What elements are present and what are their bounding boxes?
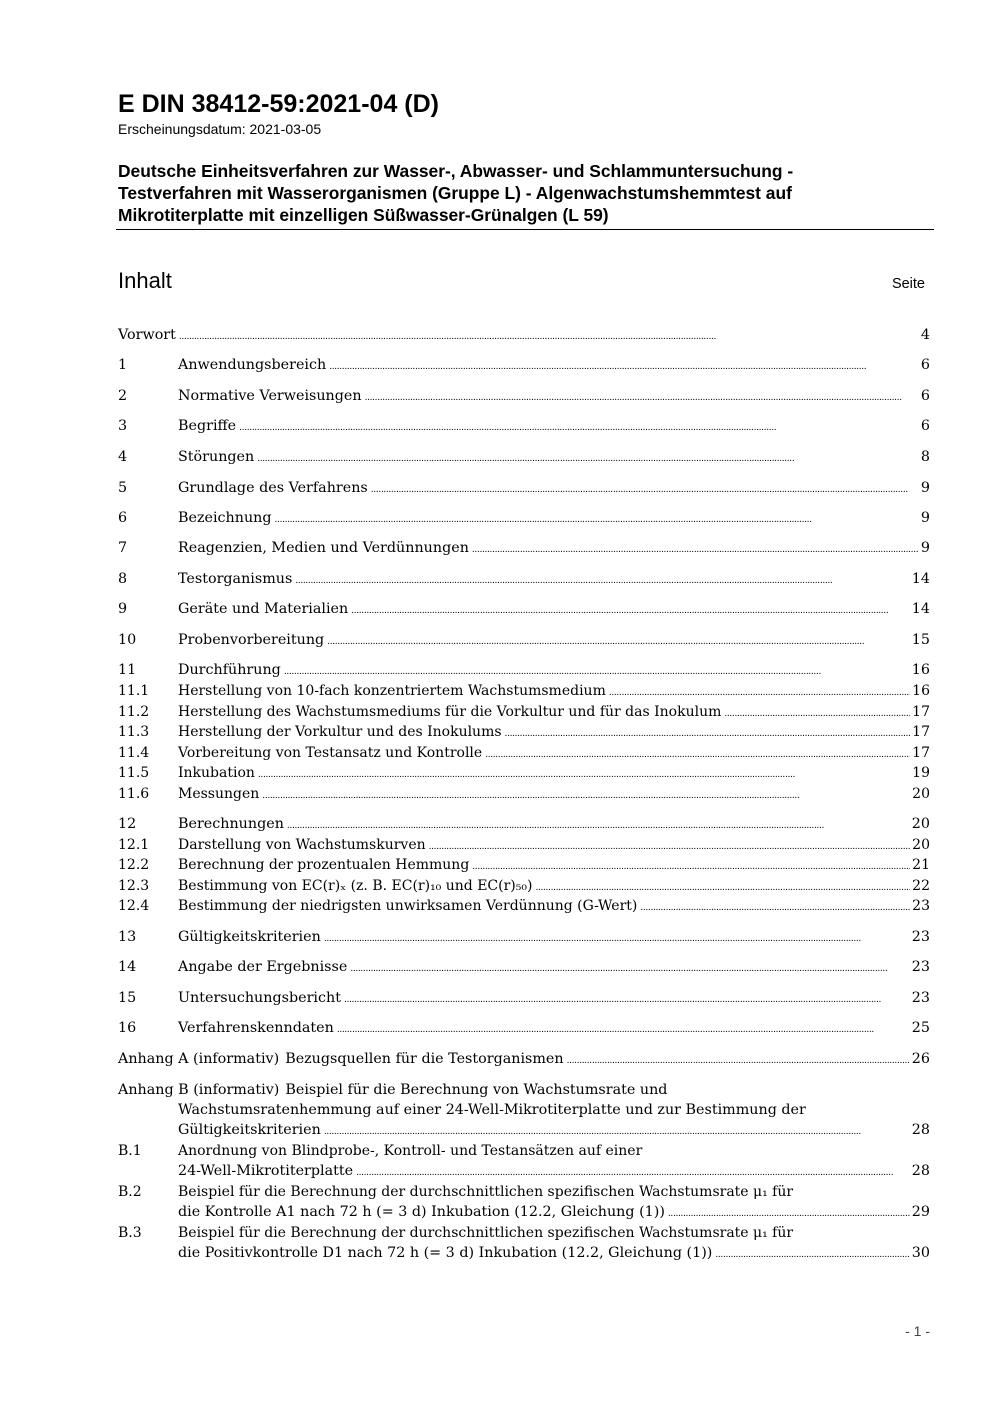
toc-dot-leader (485, 743, 910, 765)
toc-entry[interactable] (118, 814, 930, 834)
toc-dot-leader (284, 660, 910, 682)
toc-entry-page: 15 (911, 632, 930, 648)
toc-entry-title: Reagenzien, Medien und Verdünnungen (178, 540, 469, 556)
toc-entry-page: 4 (920, 327, 930, 343)
toc-entry-title: Bestimmung der niedrigsten unwirksamen Verdünnung (G-Wert) (178, 898, 638, 914)
toc-entry[interactable] (118, 855, 930, 875)
toc-entry-page: 23 (911, 959, 930, 975)
toc-entry-title: Gültigkeitskriterien (178, 1122, 321, 1138)
toc-entry-page: 19 (912, 765, 930, 781)
toc-entry[interactable] (118, 569, 930, 589)
toc-entry-page: 9 (920, 480, 930, 496)
title-divider (116, 229, 934, 230)
toc-entry-page: 20 (911, 816, 930, 832)
toc-dot-leader (365, 386, 919, 408)
toc-dot-leader (324, 1120, 910, 1142)
toc-entry-page: 8 (920, 449, 930, 465)
document-id: E DIN 38412-59:2021-04 (D) (118, 90, 439, 118)
toc-entry-page: 16 (911, 662, 930, 678)
toc-dot-leader (324, 927, 910, 949)
toc-dot-leader (287, 814, 910, 836)
toc-entry[interactable] (118, 1182, 930, 1202)
toc-entry[interactable] (118, 355, 930, 375)
toc-entry-title: Wachstumsratenhemmung auf einer 24-Well-Mikrotiterplatte und zur Bestimmung der (178, 1102, 806, 1118)
toc-entry[interactable] (118, 630, 930, 650)
toc-entry-page: 6 (920, 418, 930, 434)
toc-entry-page: 21 (912, 857, 930, 873)
toc-dot-leader (472, 855, 910, 877)
toc-entry-page: 29 (911, 1204, 930, 1220)
toc-entry[interactable] (118, 1223, 930, 1243)
toc-entry-page: 28 (911, 1122, 930, 1138)
toc-dot-leader (295, 569, 909, 591)
toc-dot-leader (257, 447, 919, 469)
toc-entry-number: 11 (118, 662, 137, 678)
toc-entry[interactable] (118, 784, 930, 804)
toc-entry-number: 12.2 (118, 857, 150, 873)
toc-entry-title: Begriffe (178, 418, 237, 434)
toc-entry-page: 14 (911, 571, 930, 587)
publication-date: Erscheinungsdatum: 2021-03-05 (118, 121, 322, 137)
toc-dot-leader (535, 876, 910, 898)
toc-dot-leader (429, 835, 911, 857)
toc-entry-title: Geräte und Materialien (178, 601, 349, 617)
toc-entry-number: 12.3 (118, 878, 150, 894)
toc-entry-number: 11.2 (118, 704, 150, 720)
toc-entry-page: 23 (912, 898, 930, 914)
toc-entry-page: 16 (912, 683, 930, 699)
toc-entry-title: Störungen (178, 449, 255, 465)
toc-entry-number: 15 (118, 990, 137, 1006)
toc-dot-leader (351, 599, 910, 621)
toc-dot-leader (668, 1202, 910, 1224)
toc-entry-title: Beispiel für die Berechnung der durchschnittlichen spezifischen Wachstumsrate μ₁ für (178, 1184, 794, 1200)
toc-entry[interactable] (118, 1100, 930, 1120)
toc-dot-leader (724, 702, 910, 724)
toc-entry-number: 4 (118, 449, 128, 465)
toc-entry-number: 14 (118, 959, 137, 975)
toc-entry-title: Vorwort (118, 327, 176, 343)
page-number: - 1 - (905, 1323, 930, 1339)
toc-entry[interactable] (118, 599, 930, 619)
toc-entry-title: die Positivkontrolle D1 nach 72 h (= 3 d) Inkubation (12.2, Gleichung (1)) (178, 1245, 713, 1261)
toc-entry-number: B.2 (118, 1184, 142, 1200)
toc-entry[interactable] (118, 896, 930, 916)
toc-dot-leader (715, 1243, 909, 1265)
toc-dot-leader (609, 681, 910, 703)
toc-entry-title: Verfahrenskenndaten (178, 1020, 334, 1036)
toc-dot-leader (472, 538, 919, 560)
toc-entry[interactable] (118, 681, 930, 701)
toc-entry-title: Anordnung von Blindprobe-, Kontroll- und Testansätzen auf einer (178, 1143, 643, 1159)
toc-entry-title: Gültigkeitskriterien (178, 929, 321, 945)
toc-entry-page: 17 (912, 745, 930, 761)
toc-entry-title: Berechnungen (178, 816, 284, 832)
toc-entry-title: Herstellung von 10-fach konzentriertem Wachstumsmedium (178, 683, 606, 699)
title-line: Mikrotiterplatte mit einzelligen Süßwasser-Grünalgen (L 59) (118, 205, 609, 225)
toc-entry[interactable] (118, 988, 930, 1008)
toc-entry[interactable] (118, 927, 930, 947)
toc-entry[interactable] (118, 722, 930, 742)
toc-entry[interactable] (118, 1141, 930, 1161)
toc-entry-number: 6 (118, 510, 128, 526)
toc-dot-leader (258, 763, 910, 785)
toc-entry-page: 9 (920, 540, 930, 556)
toc-entry-number: 3 (118, 418, 128, 434)
toc-entry[interactable] (118, 957, 930, 977)
toc-dot-leader (179, 325, 919, 347)
toc-entry-page: 23 (911, 990, 930, 1006)
toc-dot-leader (567, 1049, 910, 1071)
toc-entry-number: 8 (118, 571, 128, 587)
toc-entry[interactable] (118, 1080, 930, 1100)
toc-entry[interactable] (118, 743, 930, 763)
toc-heading: Inhalt (118, 268, 172, 293)
toc-entry-page: 26 (911, 1051, 930, 1067)
toc-entry-number: 5 (118, 480, 128, 496)
toc-entry-page: 20 (912, 837, 930, 853)
toc-entry[interactable] (118, 508, 930, 528)
toc-entry-number: 11.4 (118, 745, 150, 761)
toc-entry[interactable] (118, 702, 930, 722)
toc-entry-number: 12.4 (118, 898, 150, 914)
toc-entry[interactable] (118, 386, 930, 406)
toc-entry[interactable] (118, 1243, 930, 1263)
toc-entry-page: 9 (920, 510, 930, 526)
toc-entry-title: Herstellung des Wachstumsmediums für die Vorkultur und für das Inokulum (178, 704, 722, 720)
toc-entry[interactable] (118, 660, 930, 680)
toc-entry[interactable] (118, 538, 930, 558)
toc-entry-page: 17 (912, 724, 930, 740)
toc-entry-page: 25 (911, 1020, 930, 1036)
title-line: Testverfahren mit Wasserorganismen (Gruppe L) - Algenwachstumshemmtest auf (118, 183, 792, 203)
toc-entry[interactable] (118, 416, 930, 436)
toc-entry-page: 23 (911, 929, 930, 945)
toc-entry-number: 11.5 (118, 765, 150, 781)
toc-entry-title: Bezeichnung (178, 510, 272, 526)
toc-dot-leader (344, 988, 910, 1010)
toc-dot-leader (327, 630, 910, 652)
toc-entry-title: Bestimmung von EC(r)ₓ (z. B. EC(r)₁₀ und EC(r)₅₀) (178, 878, 533, 894)
toc-entry-number: 10 (118, 632, 137, 648)
toc-entry-title: 24-Well-Mikrotiterplatte (178, 1163, 354, 1179)
toc-entry[interactable] (118, 1018, 930, 1038)
toc-entry[interactable] (118, 1161, 930, 1181)
toc-dot-leader (275, 508, 919, 530)
toc-entry-title: Beispiel für die Berechnung von Wachstumsrate und (285, 1082, 668, 1098)
toc-entry[interactable] (118, 763, 930, 783)
toc-entry-page: 20 (912, 786, 930, 802)
toc-entry-number: 11.3 (118, 724, 150, 740)
toc-entry-title: Herstellung der Vorkultur und des Inokulums (178, 724, 502, 740)
toc-entry-title: Inkubation (178, 765, 255, 781)
toc-entry-number: 11.6 (118, 786, 150, 802)
toc-entry-title: Untersuchungsbericht (178, 990, 341, 1006)
toc-entry[interactable] (118, 1120, 930, 1140)
toc-entry-number: 1 (118, 357, 128, 373)
toc-dot-leader (505, 722, 911, 744)
toc-entry-page: 17 (912, 704, 930, 720)
toc-dot-leader (239, 416, 919, 438)
toc-dot-leader (371, 478, 919, 500)
document-title (118, 160, 933, 226)
toc-dot-leader (262, 784, 910, 806)
toc-dot-leader (337, 1018, 910, 1040)
toc-entry-title: Berechnung der prozentualen Hemmung (178, 857, 470, 873)
toc-entry[interactable] (118, 478, 930, 498)
toc-entry-number: 12.1 (118, 837, 150, 853)
toc-entry[interactable] (118, 325, 930, 345)
toc-entry-number: 2 (118, 388, 128, 404)
toc-dot-leader (350, 957, 909, 979)
toc-entry-page: 30 (911, 1245, 930, 1261)
toc-entry-title: Messungen (178, 786, 260, 802)
toc-entry-title: Normative Verweisungen (178, 388, 362, 404)
toc-entry-number: 12 (118, 816, 137, 832)
toc-entry-page: 28 (911, 1163, 930, 1179)
toc-entry[interactable] (118, 835, 930, 855)
toc-entry-number: Anhang A (informativ) (118, 1051, 280, 1067)
toc-entry-number: 11.1 (118, 683, 150, 699)
toc-entry[interactable] (118, 1202, 930, 1222)
toc-entry-number: B.1 (118, 1143, 142, 1159)
toc-entry-number: B.3 (118, 1225, 142, 1241)
toc-entry-number: 7 (118, 540, 128, 556)
toc-entry-page: 14 (911, 601, 930, 617)
toc-entry-page: 6 (920, 357, 930, 373)
toc-entry-title: Testorganismus (178, 571, 293, 587)
toc-entry-title: Grundlage des Verfahrens (178, 480, 368, 496)
toc-entry-title: Anwendungsbereich (178, 357, 327, 373)
toc-entry[interactable] (118, 876, 930, 896)
toc-dot-leader (329, 355, 919, 377)
toc-entry-title: Durchführung (178, 662, 281, 678)
title-line: Deutsche Einheitsverfahren zur Wasser-, Abwasser- und Schlammuntersuchung - (118, 161, 794, 181)
toc-entry-page: 6 (920, 388, 930, 404)
toc-entry-title: Darstellung von Wachstumskurven (178, 837, 426, 853)
toc-entry[interactable] (118, 1049, 930, 1069)
toc-entry-number: 16 (118, 1020, 137, 1036)
toc-entry[interactable] (118, 447, 930, 467)
toc-dot-leader (356, 1161, 910, 1183)
toc-entry-page: 22 (912, 878, 930, 894)
toc-entry-title: Vorbereitung von Testansatz und Kontrolle (178, 745, 483, 761)
toc-entry-title: Bezugsquellen für die Testorganismen (285, 1051, 564, 1067)
toc-entry-number: Anhang B (informativ) (118, 1082, 280, 1098)
toc-entry-title: Angabe der Ergebnisse (178, 959, 348, 975)
toc-dot-leader (640, 896, 910, 918)
page-column-label: Seite (891, 276, 925, 292)
toc-entry-number: 13 (118, 929, 137, 945)
toc-entry-title: Beispiel für die Berechnung der durchschnittlichen spezifischen Wachstumsrate μ₁ für (178, 1225, 794, 1241)
toc-entry-title: die Kontrolle A1 nach 72 h (= 3 d) Inkubation (12.2, Gleichung (1)) (178, 1204, 665, 1220)
toc-entry-number: 9 (118, 601, 128, 617)
toc-entry-title: Probenvorbereitung (178, 632, 325, 648)
